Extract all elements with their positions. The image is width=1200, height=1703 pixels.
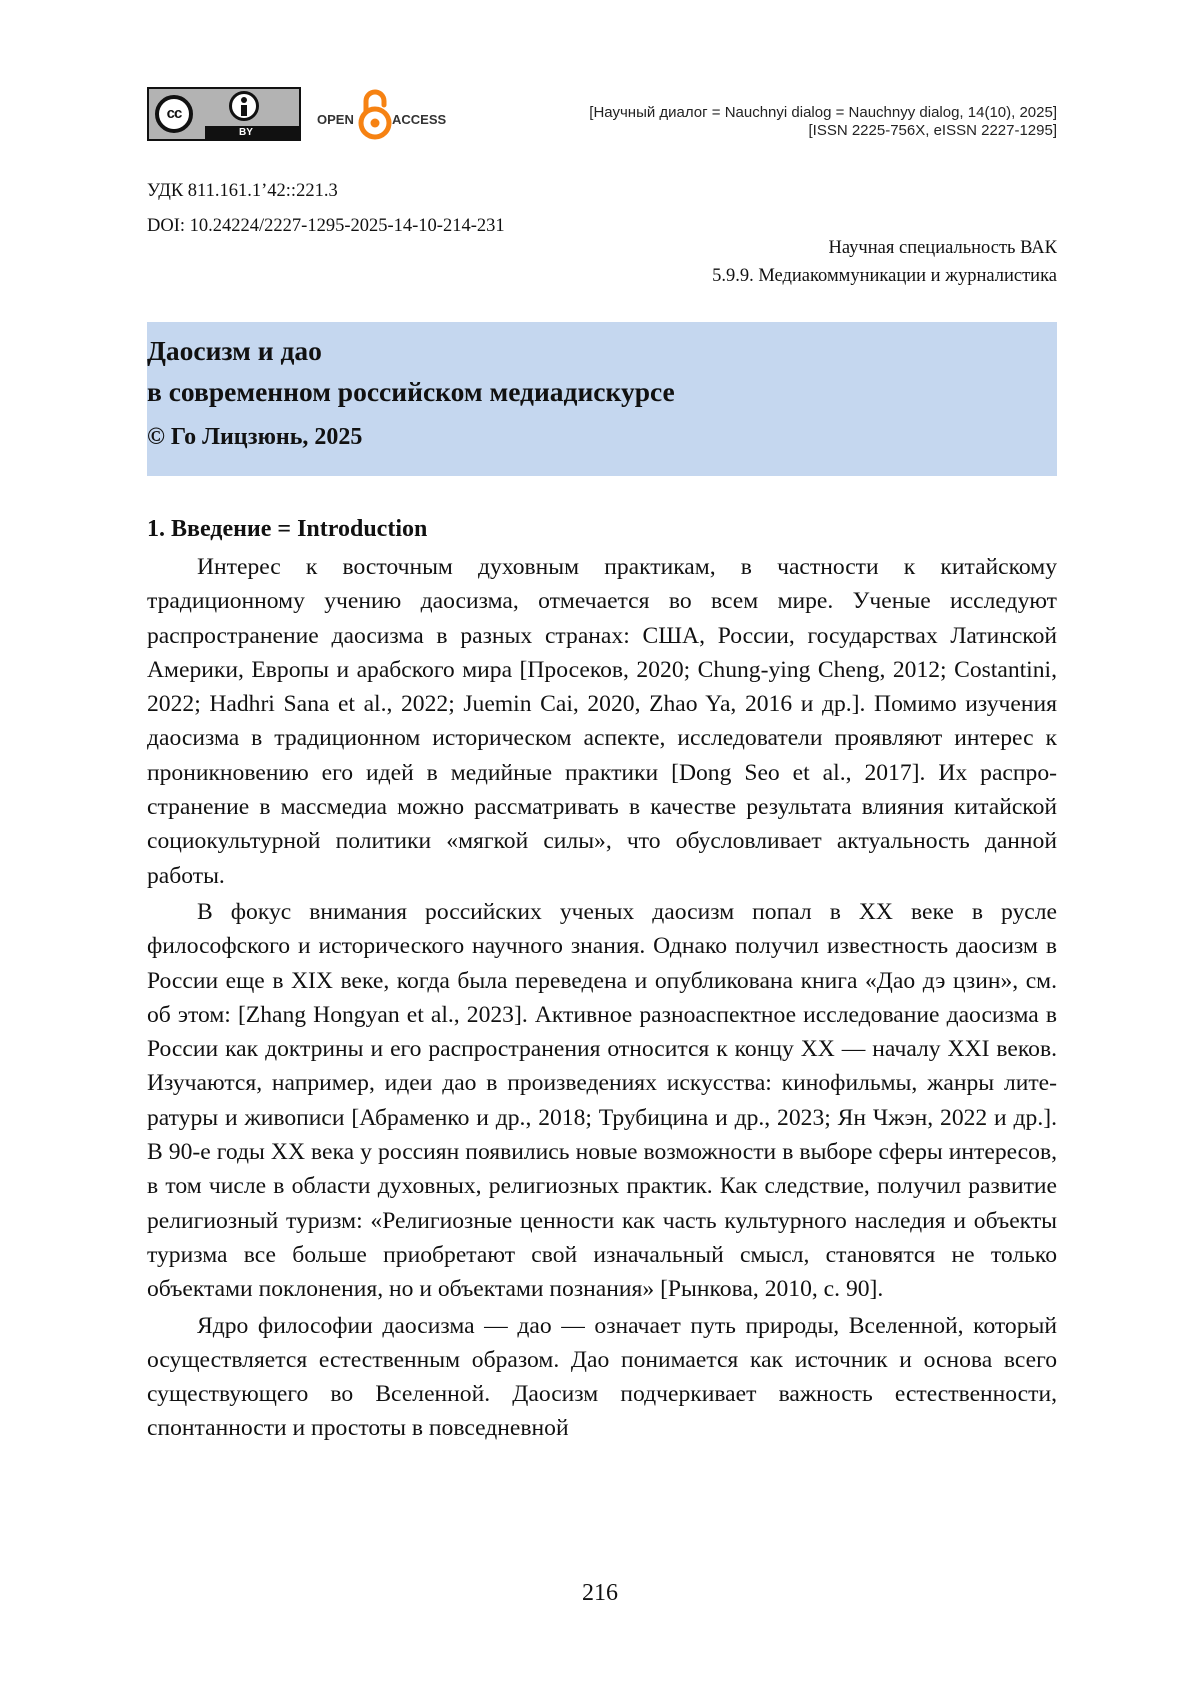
page-header: [147, 84, 1057, 144]
cc-icon: [155, 95, 193, 133]
paragraph: Ядро философии даосизма — дао — означает путь природы, Вселенной, который осуществляется естественным образом. Дао понимается как источник и основа всего существующего во Вселенной. Даосизм подчеркивает важность естественности, спонтанности и простоты в повседневной: [147, 1312, 1057, 1442]
article-body: [147, 508, 1057, 1448]
by-label: BY: [239, 127, 253, 138]
specialty-code: 5.9.9. Медиакоммуникации и журналистика: [712, 266, 1057, 286]
article-title-line-1: Даосизм и дао: [147, 335, 322, 366]
cc-by-license-badge[interactable]: [147, 87, 301, 141]
author-copyright: © Го Лицзюнь, 2025: [147, 424, 363, 450]
article-meta: [147, 174, 505, 244]
open-access-access-text: ACCESS: [392, 112, 447, 127]
doi[interactable]: DOI: 10.24224/2227-1295-2025-14-10-214-231: [147, 216, 505, 236]
open-access-open-text: OPEN: [317, 112, 354, 127]
paragraph: В фокус внимания российских ученых даосизм попал в XX веке в русле философского и исторического научного знания. Однако получил известность даосизм в России еще в XIX веке, когда была переведена и опубликована книга «Дао дэ цзин», см. об этом: [Zhang Hongyan et al., 2023]. Активное разноаспектное исследование даосизма в России как доктрины и его распространения относится к концу XX — началу XXI веков. Изучаются, например, идеи дао в произведениях искусства: кинофильмы, жанры литературы и живописи [Абраменко и др., 2018; Трубицина и др., 2023; Ян Чжэн, 2022 и др.]. В 90-е годы XX века у россиян появились новые возможности в выборе сферы интересов, в том числе в области духовных, религиозных практик. Как следствие, получил развитие религиозный туризм: «Религиозные ценности как часть культурного наследия и объекты туризма все больше приобретают свой изначальный смысл, становятся не только объектами поклонения, но и объектами познания» [Рынкова, 2010, с. 90].: [147, 898, 1057, 1303]
attribution-person-icon: [229, 91, 259, 121]
paragraph: Интерес к восточным духовным практикам, в частности к китайскому традиционному учению даосизма, отмечается во всем мире. Ученые исследуют распространение даосизма в разных странах: США, России, государствах Латинской Америки, Европы и арабского мира [Просеков, 2020; Chung-ying Cheng, 2012; Costantini, 2022; Hadhri Sana et al., 2022; Juemin Cai, 2020, Zhao Ya, 2016 и др.]. Помимо изучения даосизма в традиционном историческом аспекте, исследователи проявляют интерес к проникновению его идей в медийные практики [Dong Seo et al., 2017]. Их распространение в массмедиа можно рассматривать в качестве результата влияния китайской социокультурной политики «мягкой силы», что обусловливает актуальность данной работы.: [147, 554, 1057, 889]
cc-icon-text: cc: [166, 105, 182, 122]
journal-citation: [Научный диалог = Nauchnyi dialog = Nauchnyy dialog, 14(10), 2025]: [589, 104, 1057, 121]
journal-reference: [589, 104, 1057, 140]
udk-code: УДК 811.161.1’42::221.3: [147, 181, 338, 201]
article-title-line-2: в современном российском медиадискурсе: [147, 376, 675, 407]
title-block: [147, 322, 1057, 476]
specialty-label: Научная специальность ВАК: [828, 238, 1057, 258]
section-heading: 1. Введение = Introduction: [147, 516, 428, 542]
vak-specialty: [712, 234, 1057, 290]
page-number: 216: [582, 1580, 618, 1606]
open-access-logo: [317, 86, 462, 142]
journal-issn: [ISSN 2225-756X, eISSN 2227-1295]: [808, 122, 1057, 139]
open-lock-icon: [357, 86, 393, 142]
